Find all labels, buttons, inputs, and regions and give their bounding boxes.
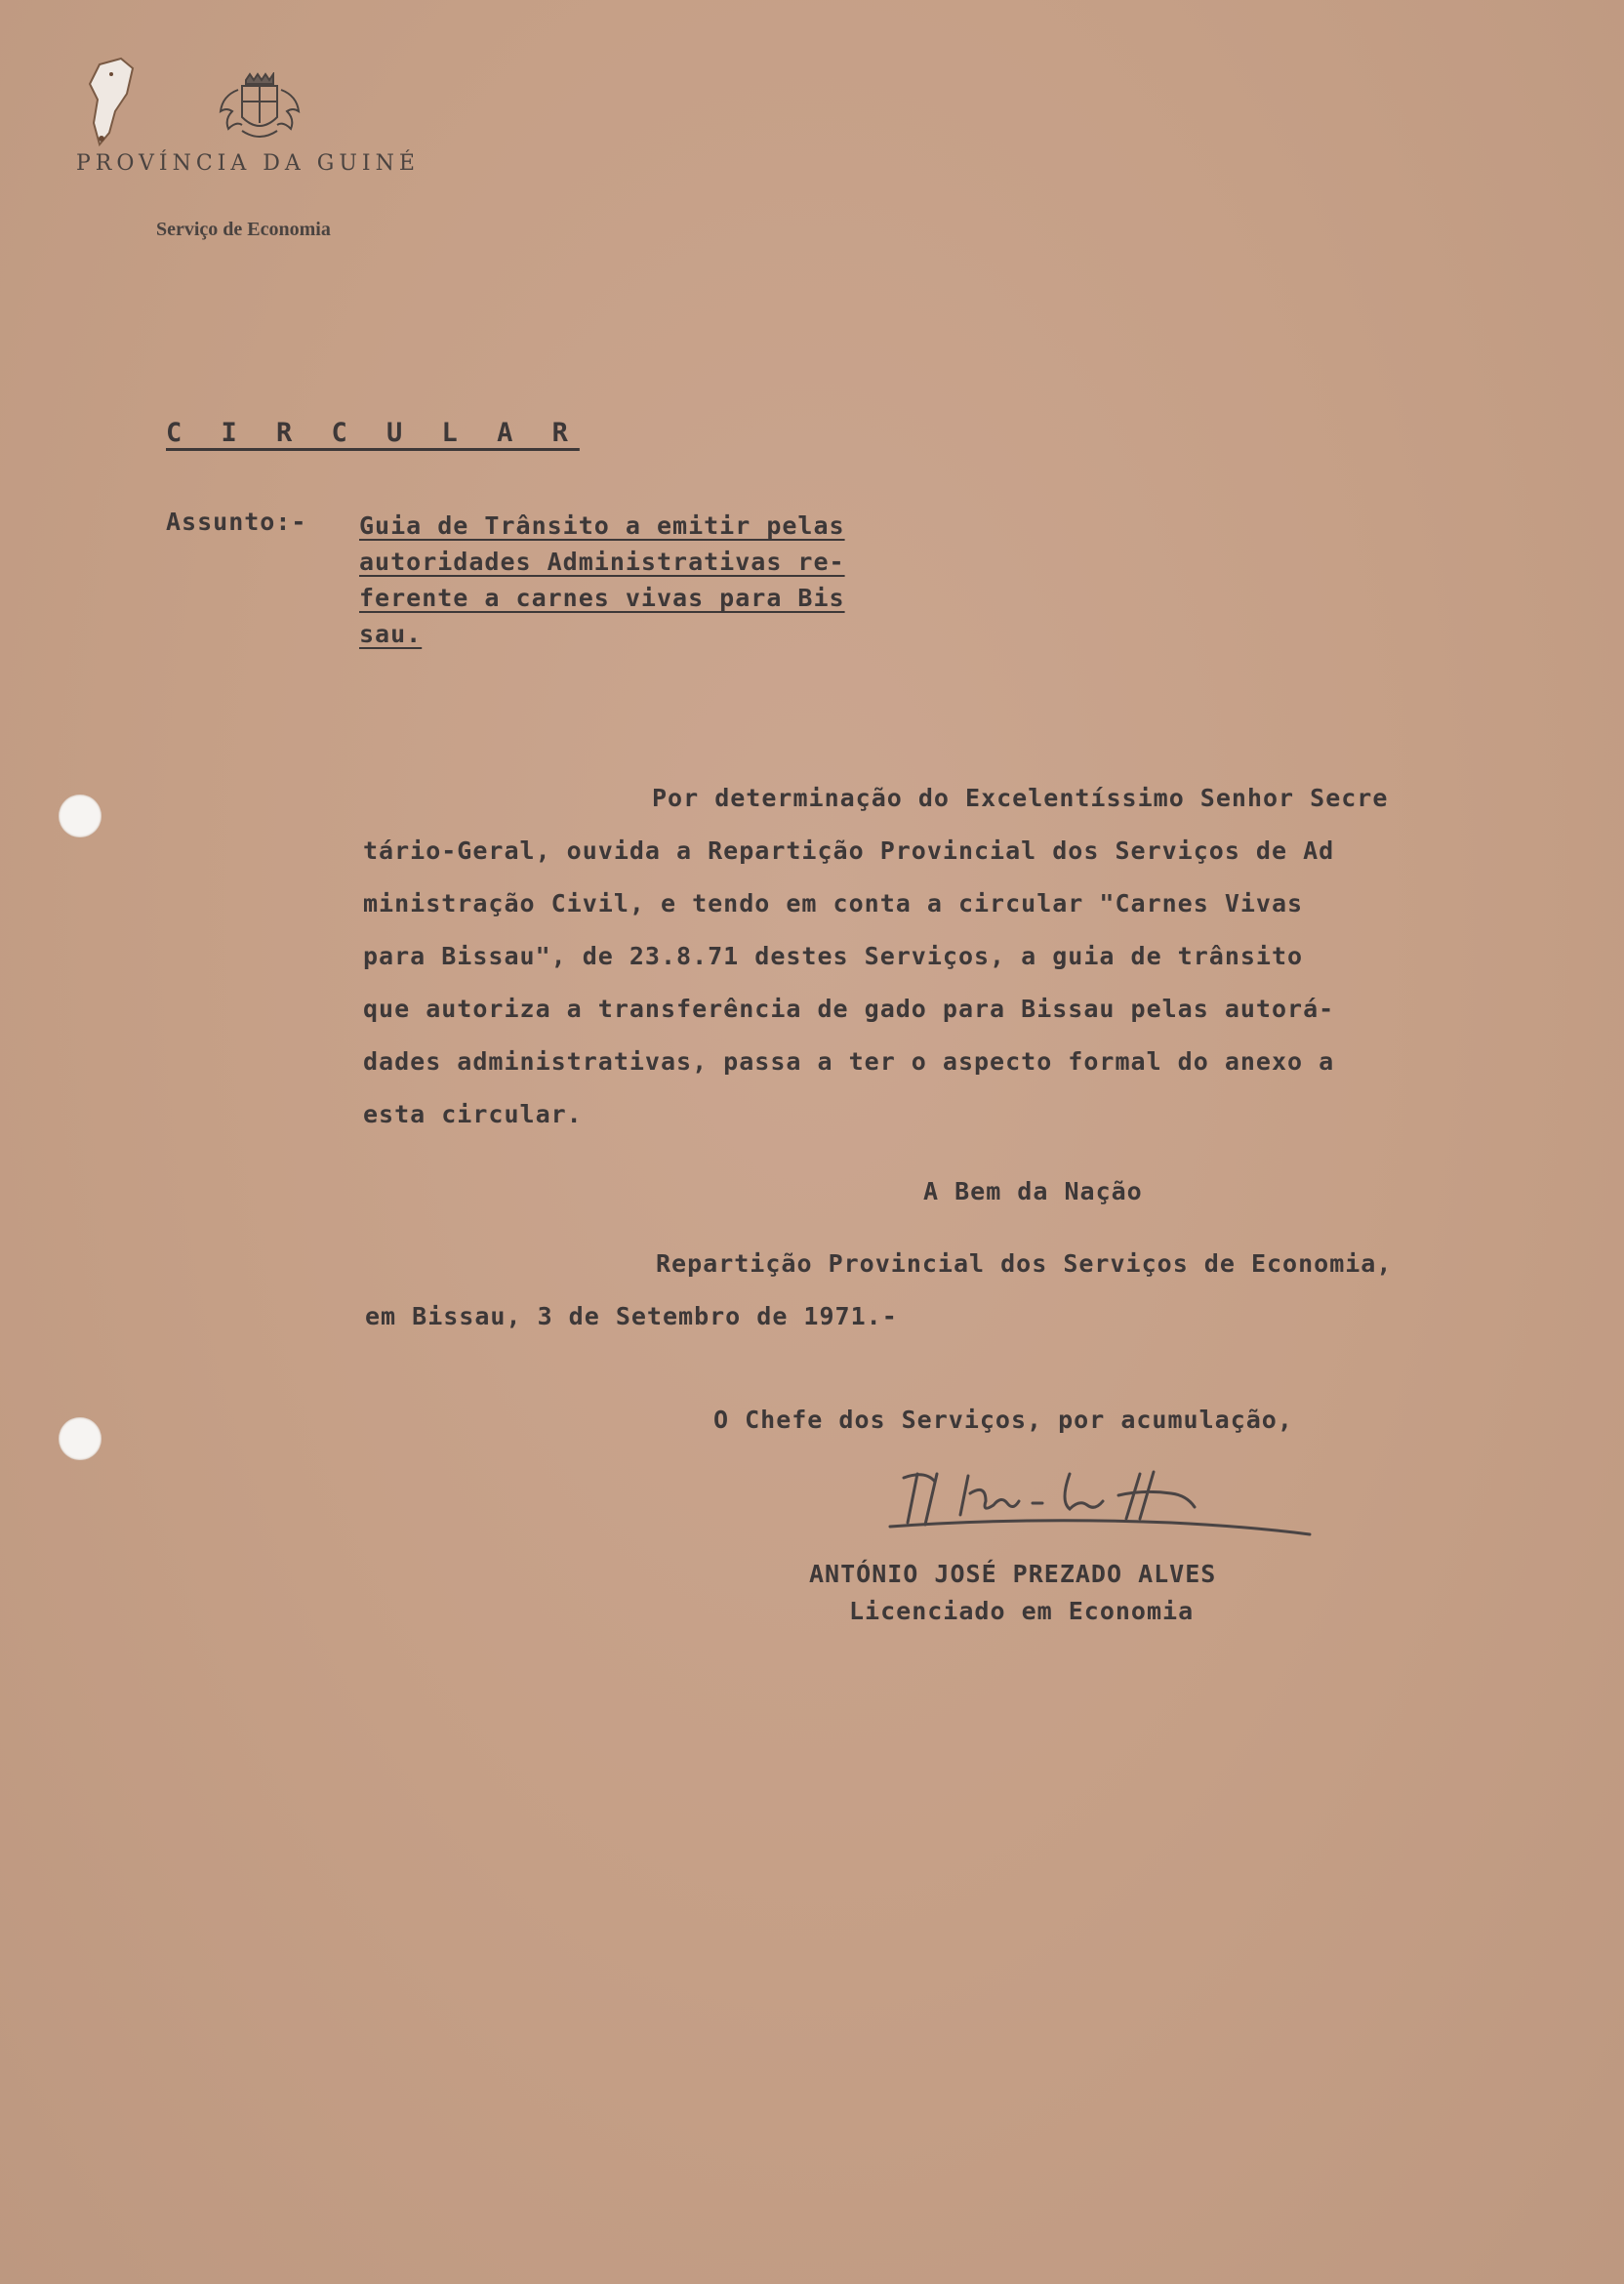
closing-salutation: A Bem da Nação	[923, 1177, 1143, 1205]
body-line: Por determinação do Excelentíssimo Senhor Secre	[652, 784, 1389, 812]
body-line: tário-Geral, ouvida a Repartição Provincial dos Serviços de Ad	[363, 836, 1335, 865]
document-heading: C I R C U L A R	[166, 418, 580, 448]
body-line: ministração Civil, e tendo em conta a circular "Carnes Vivas	[363, 889, 1304, 918]
punch-hole	[59, 795, 102, 837]
signature-icon	[878, 1454, 1327, 1552]
body-paragraph	[363, 779, 1573, 1148]
service-name: Serviço de Economia	[156, 219, 331, 240]
signatory-name: ANTÓNIO JOSÉ PREZADO ALVES	[809, 1560, 1217, 1588]
province-name: PROVÍNCIA DA GUINÉ	[76, 151, 420, 176]
body-line: para Bissau", de 23.8.71 destes Serviços, a guia de trânsito	[363, 942, 1304, 970]
signatory-title: Licenciado em Economia	[849, 1597, 1195, 1625]
subject-line: ferente a carnes vivas para Bis	[359, 584, 845, 612]
subject-line: Guia de Trânsito a emitir pelas	[359, 511, 845, 540]
signatory-role: O Chefe dos Serviços, por acumulação,	[713, 1406, 1293, 1434]
body-line: esta circular.	[363, 1100, 583, 1128]
place-line: Repartição Provincial dos Serviços de Economia,	[656, 1249, 1393, 1278]
subject-line: sau.	[359, 620, 423, 648]
subject-label: Assunto:-	[166, 508, 307, 536]
coat-of-arms-icon	[213, 72, 306, 146]
paper-damage-icon	[82, 55, 141, 148]
body-line: que autoriza a transferência de gado para Bissau pelas autorá-	[363, 995, 1335, 1023]
body-line: dades administrativas, passa a ter o aspecto formal do anexo a	[363, 1047, 1335, 1076]
subject-text	[359, 508, 984, 652]
punch-hole	[59, 1417, 102, 1460]
subject-line: autoridades Administrativas re-	[359, 548, 845, 576]
date-line: em Bissau, 3 de Setembro de 1971.-	[365, 1302, 898, 1330]
